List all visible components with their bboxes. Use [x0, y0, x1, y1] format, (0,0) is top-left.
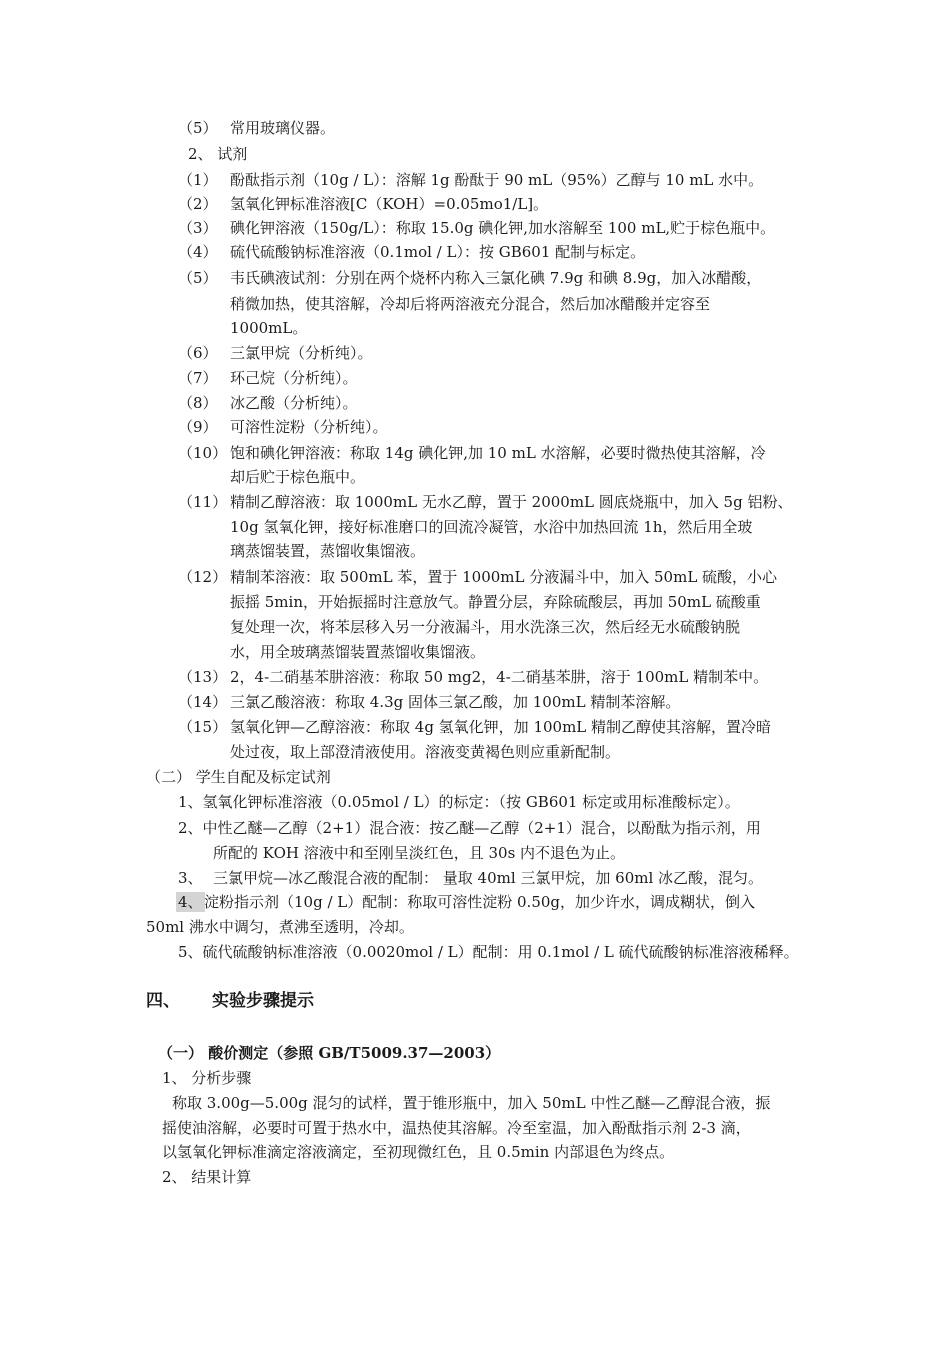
- reagent-text: 酚酞指示剂（10g / L）：溶解 1g 酚酞于 90 mL（95%）乙醇与 10 mL 水中。: [230, 171, 764, 189]
- part2-item-number-highlight: 4、: [178, 893, 203, 911]
- part2-item: 三氯甲烷—冰乙酸混合液的配制： 量取 40ml 三氯甲烷，加 60ml 冰乙酸，混匀。: [213, 869, 764, 887]
- reagent-text: 碘化钾溶液（150g/L）：称取 15.0g 碘化钾,加水溶解至 100 mL,贮于棕色瓶中。: [230, 219, 776, 237]
- result-heading: 2、 结果计算: [162, 1168, 252, 1186]
- item-number: （5）: [178, 119, 218, 137]
- part2-item: 1、氢氧化钾标准溶液（0.05mol / L）的标定：（按 GB601 标定或用标准酸标定）。: [178, 793, 740, 811]
- analysis-text: 称取 3.00g—5.00g 混匀的试样，置于锥形瓶中，加入 50mL 中性乙醚—乙醇混合液，振: [172, 1094, 771, 1112]
- reagent-number: （7）: [178, 369, 218, 387]
- reagent-text: 复处理一次，将苯层移入另一分液漏斗，用水洗涤三次，然后经无水硫酸钠脱: [230, 618, 741, 636]
- item-text: 常用玻璃仪器。: [230, 119, 336, 137]
- reagent-text: 精制苯溶液：取 500mL 苯，置于 1000mL 分液漏斗中，加入 50mL 硫酸，小心: [230, 568, 778, 586]
- reagent-text: 却后贮于棕色瓶中。: [230, 468, 366, 486]
- part2-item: 50ml 沸水中调匀，煮沸至透明，冷却。: [146, 918, 414, 936]
- reagent-text: 三氯甲烷（分析纯）。: [230, 344, 373, 362]
- reagent-text: 硫代硫酸钠标准溶液（0.1mol / L）：按 GB601 配制与标定。: [230, 243, 646, 261]
- reagent-number: （5）: [178, 269, 218, 287]
- reagent-text: 饱和碘化钾溶液：称取 14g 碘化钾,加 10 mL 水溶解，必要时微热使其溶解，冷: [230, 444, 766, 462]
- reagent-text: 水，用全玻璃蒸馏装置蒸馏收集馏液。: [230, 643, 486, 661]
- reagent-number: （6）: [178, 344, 218, 362]
- part2-item: 所配的 KOH 溶液中和至刚呈淡红色，且 30s 内不退色为止。: [213, 844, 626, 862]
- reagent-number: （9）: [178, 418, 218, 436]
- reagent-text: 处过夜，取上部澄清液使用。溶液变黄褐色则应重新配制。: [230, 743, 621, 761]
- part2-item: 5、硫代硫酸钠标准溶液（0.0020mol / L）配制：用 0.1mol / L 硫代硫酸钠标准溶液稀释。: [178, 943, 799, 961]
- reagent-text: 冰乙酸（分析纯）。: [230, 394, 358, 412]
- reagent-number: （1）: [178, 171, 218, 189]
- reagent-number: （8）: [178, 394, 218, 412]
- reagent-number: （13）: [178, 668, 228, 686]
- reagent-text: 2，4-二硝基苯肼溶液：称取 50 mg2，4-二硝基苯肼，溶于 100mL 精制苯中。: [230, 668, 769, 686]
- reagent-text: 振摇 5min，开始振摇时注意放气。静置分层，弃除硫酸层，再加 50mL 硫酸重: [230, 593, 761, 611]
- reagent-text: 韦氏碘液试剂：分别在两个烧杯内称入三氯化碘 7.9g 和碘 8.9g，加入冰醋酸，: [230, 269, 762, 287]
- reagent-number: （12）: [178, 568, 228, 586]
- reagent-text: 10g 氢氧化钾，接好标准磨口的回流冷凝管，水浴中加热回流 1h，然后用全玻: [230, 518, 753, 536]
- reagent-text: 三氯乙酸溶液：称取 4.3g 固体三氯乙酸，加 100mL 精制苯溶解。: [230, 693, 681, 711]
- part2-item-number: 3、: [178, 869, 203, 887]
- analysis-heading: 1、 分析步骤: [162, 1069, 252, 1087]
- reagent-text: 1000mL。: [230, 319, 308, 337]
- subsection-heading: （一） 酸价测定（参照 GB/T5009.37—2003）: [158, 1044, 501, 1062]
- section-number: 四、: [146, 991, 180, 1011]
- analysis-text: 以氢氧化钾标准滴定溶液滴定，至初现微红色，且 0.5min 内部退色为终点。: [162, 1143, 675, 1161]
- reagent-text: 氢氧化钾—乙醇溶液：称取 4g 氢氧化钾，加 100mL 精制乙醇使其溶解，置冷暗: [230, 718, 772, 736]
- part2-item: 2、中性乙醚—乙醇（2+1）混合液：按乙醚—乙醇（2+1）混合，以酚酞为指示剂，用: [178, 819, 761, 837]
- reagent-text: 氢氧化钾标准溶液[C（KOH）=0.05mo1/L]。: [230, 195, 549, 213]
- part2-heading: （二） 学生自配及标定试剂: [146, 768, 331, 786]
- reagent-text: 环己烷（分析纯）。: [230, 369, 358, 387]
- analysis-text: 摇使油溶解，必要时可置于热水中，温热使其溶解。冷至室温，加入酚酞指示剂 2-3 滴，: [162, 1119, 751, 1137]
- reagent-number: （14）: [178, 693, 228, 711]
- reagent-number: （2）: [178, 195, 218, 213]
- part2-item: 淀粉指示剂（10g / L）配制：称取可溶性淀粉 0.50g，加少许水，调成糊状，倒入: [204, 893, 756, 911]
- reagent-text: 精制乙醇溶液：取 1000mL 无水乙醇，置于 2000mL 圆底烧瓶中，加入 5g 铝粉、: [230, 493, 793, 511]
- reagent-number: （3）: [178, 219, 218, 237]
- reagent-number: （10）: [178, 444, 228, 462]
- reagent-text: 璃蒸馏装置，蒸馏收集馏液。: [230, 542, 426, 560]
- section-title: 实验步骤提示: [212, 991, 314, 1011]
- reagent-number: （4）: [178, 243, 218, 261]
- reagent-text: 稍微加热，使其溶解，冷却后将两溶液充分混合，然后加冰醋酸并定容至: [230, 295, 711, 313]
- reagent-text: 可溶性淀粉（分析纯）。: [230, 418, 388, 436]
- reagent-number: （15）: [178, 718, 228, 736]
- reagent-number: （11）: [178, 493, 228, 511]
- reagents-heading: 2、 试剂: [188, 145, 248, 163]
